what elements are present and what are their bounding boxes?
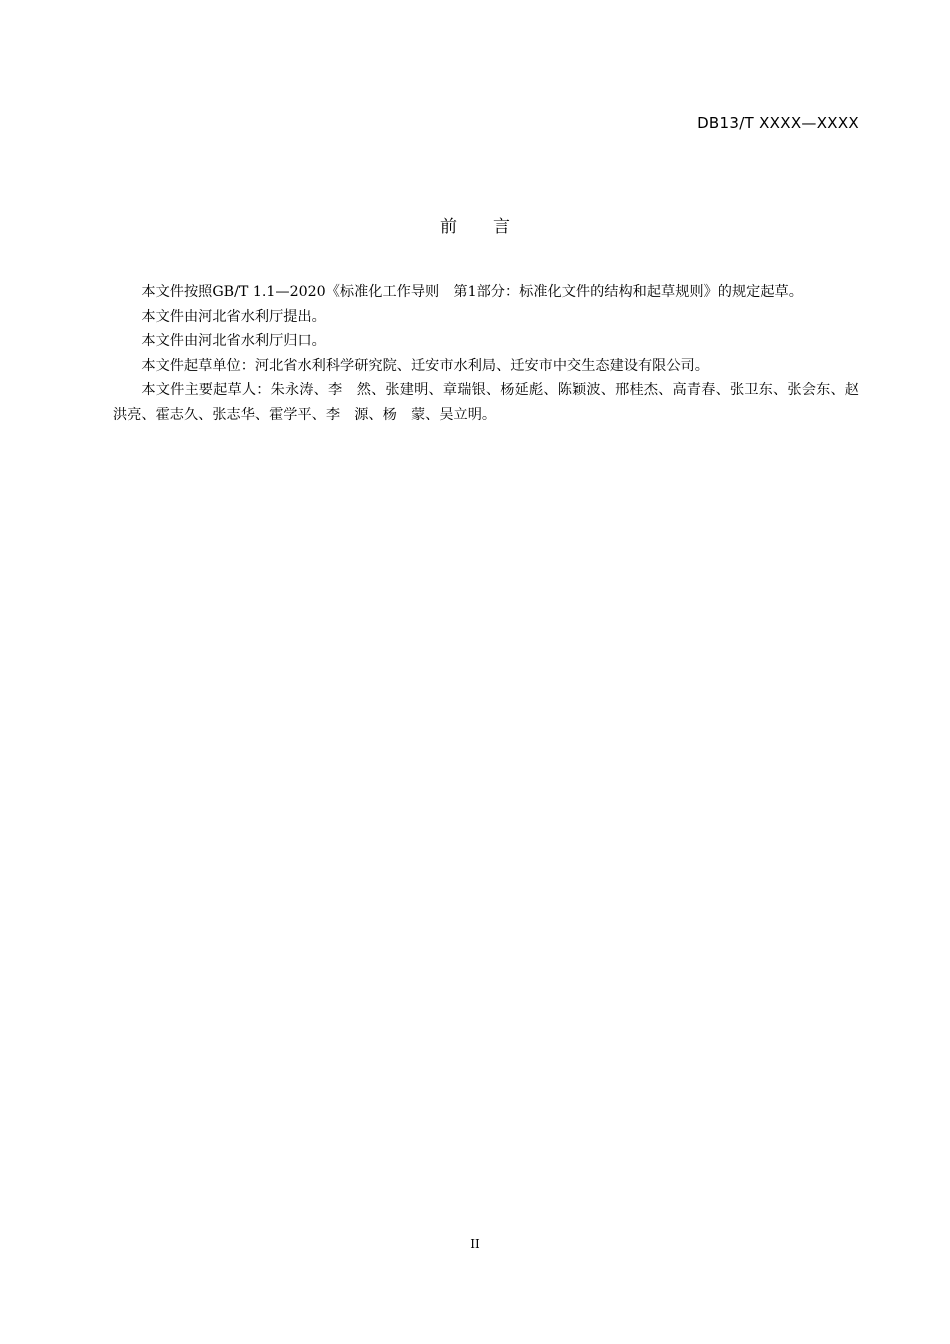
paragraph-administrator: 本文件由河北省水利厅归口。: [141, 333, 326, 349]
section-title: [0, 212, 950, 237]
paragraph-proposer: 本文件由河北省水利厅提出。: [141, 308, 326, 325]
section-title-char-1: 前: [440, 217, 457, 237]
paragraph-drafters: 本文件主要起草人：朱永涛、李 然、张建明、章瑞银、杨延彪、陈颖波、邢桂杰、高青春、张卫东、张会东、赵洪亮、霍志久、张志华、霍学平、李 源、杨 蒙、吴立明。: [113, 382, 859, 423]
section-title-char-2: 言: [493, 217, 510, 237]
paragraph-drafting-basis: 本文件按照GB/T 1.1—2020《标准化工作导则 第1部分：标准化文件的结构和起草规则》的规定起草。: [141, 284, 803, 300]
paragraph-drafting-units: 本文件起草单位：河北省水利科学研究院、迁安市水利局、迁安市中交生态建设有限公司。: [141, 357, 709, 374]
page-number: II: [470, 1237, 480, 1251]
standard-code: DB13/T XXXX—XXXX: [697, 114, 859, 132]
foreword-body: [113, 280, 859, 427]
